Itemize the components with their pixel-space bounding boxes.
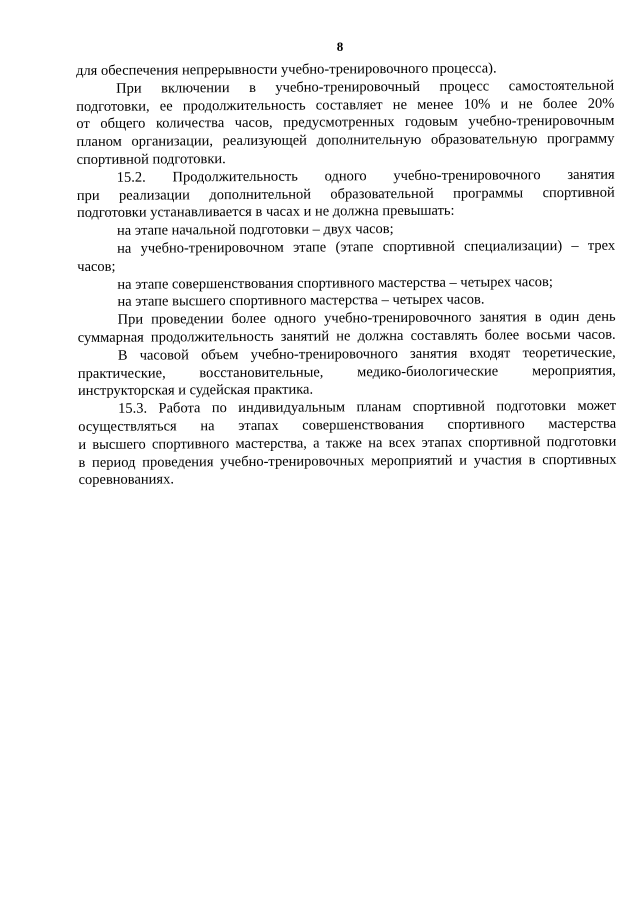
text-line: часов; [77, 258, 116, 275]
text-line: при реализации дополнительной образовательной программы спортивной [76, 184, 615, 204]
paragraph-first-line: В часовой объем учебно-тренировочного занятия входят теоретические, [117, 344, 616, 364]
list-item: на этапе высшего спортивного мастерства – четырех часов. [117, 291, 485, 311]
text-line: инструкторская и судейская практика. [77, 381, 314, 400]
list-item: на учебно-тренировочном этапе (этапе спортивной специализации) – трех [117, 237, 616, 257]
section-15-3-first-line: 15.3. Работа по индивидуальным планам спортивной подготовки может [118, 397, 617, 417]
document-body [76, 60, 617, 490]
paragraph-first-line: При проведении более одного учебно-тренировочного занятия в один день [117, 308, 616, 328]
page-number: 8 [336, 39, 344, 54]
text-line: от общего количества часов, предусмотренных годовым учебно-тренировочным [76, 113, 615, 133]
paragraph-first-line: При включении в учебно-тренировочный процесс самостоятельной [116, 77, 615, 97]
text-line: спортивной подготовки. [76, 151, 226, 168]
text-line: практические, восстановительные, медико-биологические мероприятия, [77, 362, 616, 382]
text-line: и высшего спортивного мастерства, а также на всех этапах спортивной подготовки [78, 433, 617, 453]
text-line: подготовки, ее продолжительность составляет не менее 10% и не более 20% [76, 95, 615, 115]
list-item: на этапе совершенствования спортивного мастерства – четырех часов; [117, 273, 553, 293]
text-line: планом организации, реализующей дополнительную образовательную программу [76, 130, 615, 151]
section-15-2-first-line: 15.2. Продолжительность одного учебно-тренировочного занятия [116, 166, 615, 186]
text-line: в период проведения учебно-тренировочных мероприятий и участия в спортивных [78, 451, 617, 471]
text-line: для обеспечения непрерывности учебно-тренировочного процесса). [76, 60, 497, 79]
text-line: подготовки устанавливается в часах и не должна превышать: [76, 203, 455, 222]
text-line: осуществляться на этапах совершенствования спортивного мастерства [78, 415, 617, 435]
list-item: на этапе начальной подготовки – двух часов; [116, 221, 394, 239]
text-line: суммарная продолжительность занятий не должна составлять более восьми часов. [77, 326, 616, 346]
text-line: соревнованиях. [78, 471, 174, 489]
